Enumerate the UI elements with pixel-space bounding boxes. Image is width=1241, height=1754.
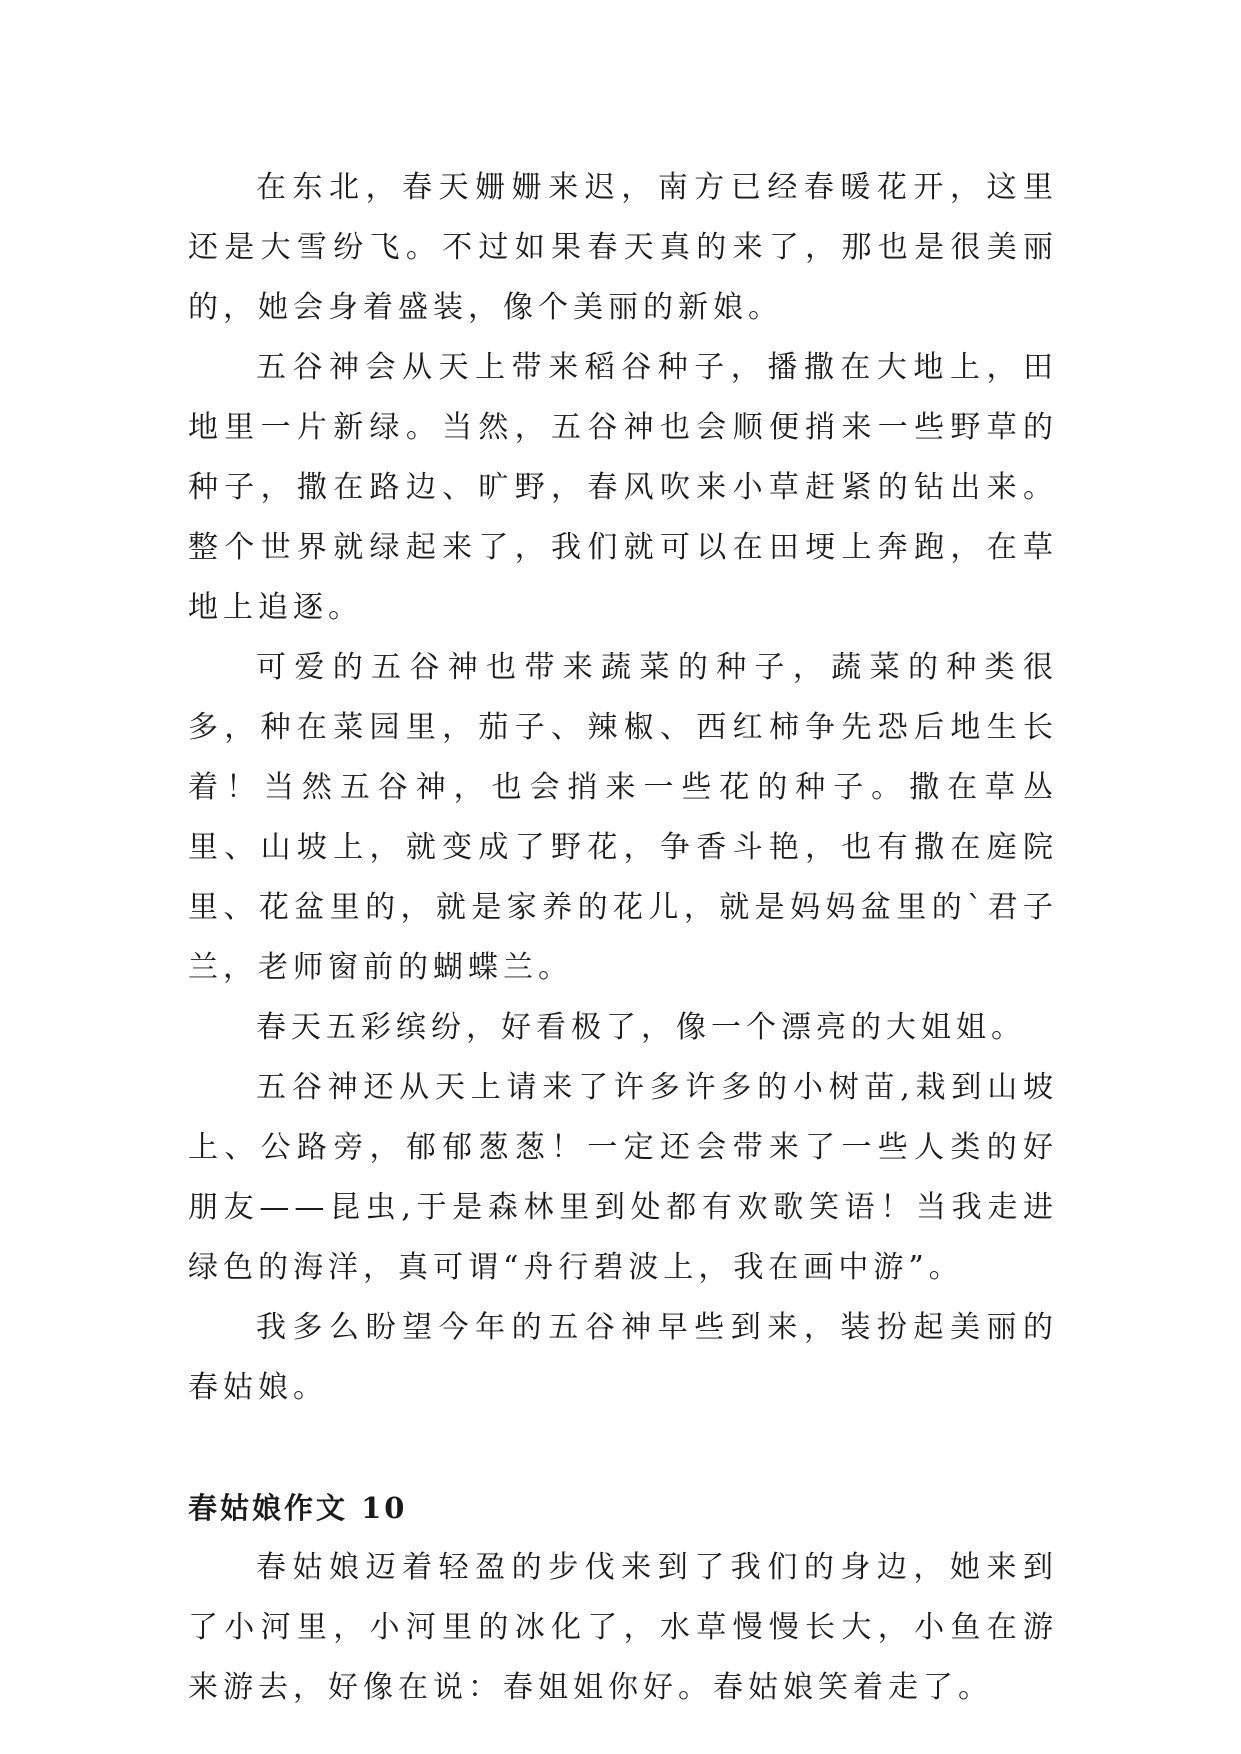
section-title: 春姑娘作文 10 [188, 1491, 408, 1525]
document-body [188, 158, 1058, 1718]
paragraph-spring-girl: 春姑娘迈着轻盈的步伐来到了我们的身边，她来到了小河里，小河里的冰化了，水草慢慢长大，小鱼在游来游去，好像在说：春姐姐你好。春姑娘笑着走了。 [188, 1550, 1058, 1705]
paragraph-northeast-spring: 在东北，春天姗姗来迟，南方已经春暖花开，这里还是大雪纷飞。不过如果春天真的来了，那也是很美丽的，她会身着盛装，像个美丽的新娘。 [188, 170, 1058, 325]
section-spacer [188, 1418, 1058, 1478]
paragraph-saplings: 五谷神还从天上请来了许多许多的小树苗,栽到山坡上、公路旁，郁郁葱葱！一定还会带来了一些人类的好朋友——昆虫,于是森林里到处都有欢歌笑语！当我走进绿色的海洋，真可谓“舟行碧波上，我在画中游”。 [188, 1070, 1058, 1285]
paragraph-vegetable-seeds: 可爱的五谷神也带来蔬菜的种子，蔬菜的种类很多，种在菜园里，茄子、辣椒、西红柿争先恐后地生长着！当然五谷神，也会捎来一些花的种子。撒在草丛里、山坡上，就变成了野花，争香斗艳，也有撒在庭院里、花盆里的，就是家养的花儿，就是妈妈盆里的`君子兰，老师窗前的蝴蝶兰。 [188, 650, 1058, 985]
paragraph-grain-seeds: 五谷神会从天上带来稻谷种子，播撒在大地上，田地里一片新绿。当然，五谷神也会顺便捎来一些野草的种子，撒在路边、旷野，春风吹来小草赶紧的钻出来。整个世界就绿起来了，我们就可以在田埂上奔跑，在草地上追逐。 [188, 350, 1058, 625]
paragraph-hope: 我多么盼望今年的五谷神早些到来，装扮起美丽的春姑娘。 [188, 1310, 1058, 1405]
paragraph-colorful-spring: 春天五彩缤纷，好看极了，像一个漂亮的大姐姐。 [256, 1010, 1026, 1045]
